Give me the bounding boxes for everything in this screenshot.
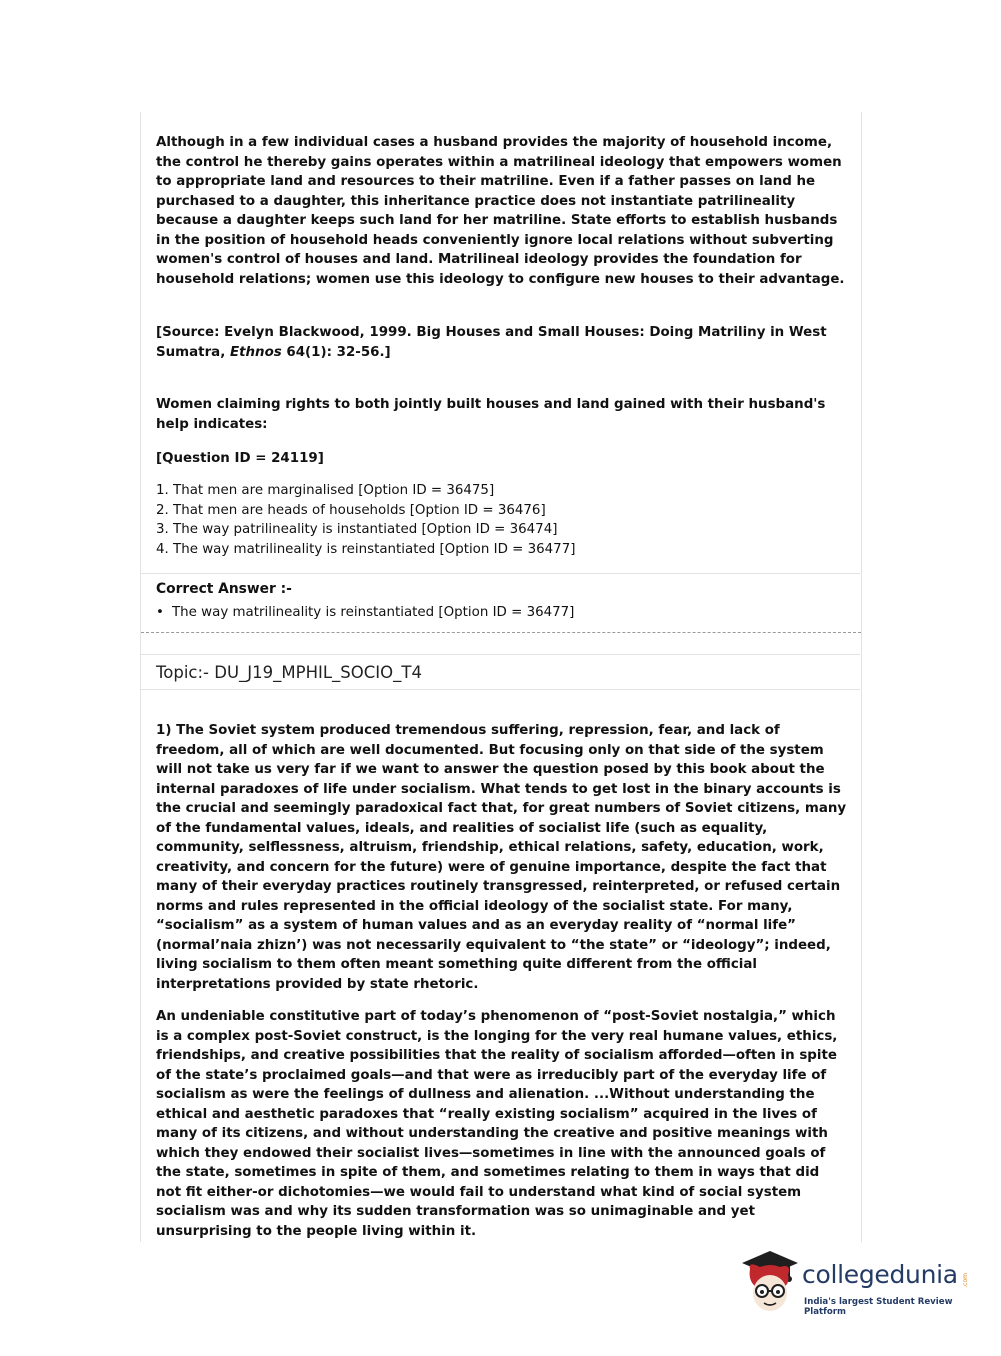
options-list bbox=[156, 481, 848, 559]
passage-3: An undeniable constitutive part of today’s phenomenon of “post-Soviet nostalgia,” which is a complex post-Soviet construct, is the longing for the very real humane values, ethics, friendships, and creative possibilities that the reality of socialism afforded—often in spite of the state’s proclaimed goals—and that were as irreducibly part of the everyday life of socialism as were the feelings of dullness and alienation. ...Without understanding the ethical and aesthetic paradoxes that “really existing socialism” acquired in the lives of many of its citizens, and without understanding the creative and positive meanings with which they endowed their socialist lives—sometimes in line with the announced goals of the state, sometimes in spite of them, and sometimes relating to them in ways that did not fit either-or dichotomies—we would fail to understand what kind of social system socialism was and why its sudden transformation was so unimaginable and yet unsurprising to the people living within it. bbox=[156, 1009, 838, 1239]
logo-tagline: India's largest Student Review Platform bbox=[804, 1297, 953, 1317]
option-item: 2. That men are heads of households [Option ID = 36476] bbox=[156, 502, 546, 518]
source-suffix: 64(1): 32-56.] bbox=[281, 344, 391, 360]
divider bbox=[141, 573, 860, 574]
collegedunia-mascot-icon bbox=[740, 1249, 800, 1319]
bullet-icon: • bbox=[156, 605, 164, 620]
option-item: 1. That men are marginalised [Option ID = 36475] bbox=[156, 483, 495, 498]
dashed-separator bbox=[141, 632, 861, 633]
collegedunia-logo bbox=[740, 1249, 970, 1319]
divider bbox=[141, 689, 860, 690]
source-prefix: [Source: Evelyn Blackwood, 1999. Big Houses and Small Houses: Doing Matriliny in West Sumatra, bbox=[156, 325, 827, 360]
source-citation bbox=[156, 323, 848, 362]
logo-suffix: .com bbox=[962, 1273, 969, 1288]
passage-2: 1) The Soviet system produced tremendous suffering, repression, fear, and lack of freedom, all of which are well documented. But focusing only on that side of the system will not take us very far if we want to answer the question posed by this book about the internal paradoxes of life under socialism. What tends to get lost in the binary accounts is the crucial and seemingly paradoxical fact that, for great numbers of Soviet citizens, many of the fundamental values, ideals, and realities of socialist life (such as equality, community, selflessness, altruism, friendship, ethical relations, safety, education, work, creativity, and concern for the future) were of genuine importance, despite the fact that many of their everyday practices routinely transgressed, reinterpreted, or refused certain norms and rules represented in the official ideology of the socialist state. For many, “socialism” as a system of human values and as an everyday reality of “normal life” (normal’naia zhizn’) was not necessarily equivalent to “the state” or “ideology”; indeed, living socialism to them often meant something quite different from the official interpretations provided by state rhetoric. bbox=[156, 723, 847, 992]
option-item: 3. The way patrilineality is instantiated [Option ID = 36474] bbox=[156, 522, 558, 537]
correct-answer-label: Correct Answer :- bbox=[156, 581, 292, 597]
correct-answer-text: The way matrilineality is reinstantiated [Option ID = 36477] bbox=[172, 605, 575, 620]
logo-name: collegedunia bbox=[802, 1260, 958, 1289]
question-text: Women claiming rights to both jointly built houses and land gained with their husband's help indicates: bbox=[156, 397, 826, 432]
passage-1: Although in a few individual cases a husband provides the majority of household income, the control he thereby gains operates within a matrilineal ideology that empowers women to appropriate land and resources to their matriline. Even if a father passes on land he purchased to a daughter, this inheritance practice does not instantiate patrilineality because a daughter keeps such land for her matriline. State efforts to establish husbands in the position of household heads conveniently ignore local relations without subverting women's control of houses and land. Matrilineal ideology provides the foundation for household relations; women use this ideology to configure new houses to their advantage. bbox=[156, 135, 845, 287]
correct-answer bbox=[156, 603, 848, 622]
question-id: [Question ID = 24119] bbox=[156, 451, 324, 466]
option-item: 4. The way matrilineality is reinstantiated [Option ID = 36477] bbox=[156, 541, 576, 557]
source-journal: Ethnos bbox=[229, 344, 282, 360]
divider bbox=[141, 654, 860, 655]
topic-heading: Topic:- DU_J19_MPHIL_SOCIO_T4 bbox=[156, 663, 422, 682]
